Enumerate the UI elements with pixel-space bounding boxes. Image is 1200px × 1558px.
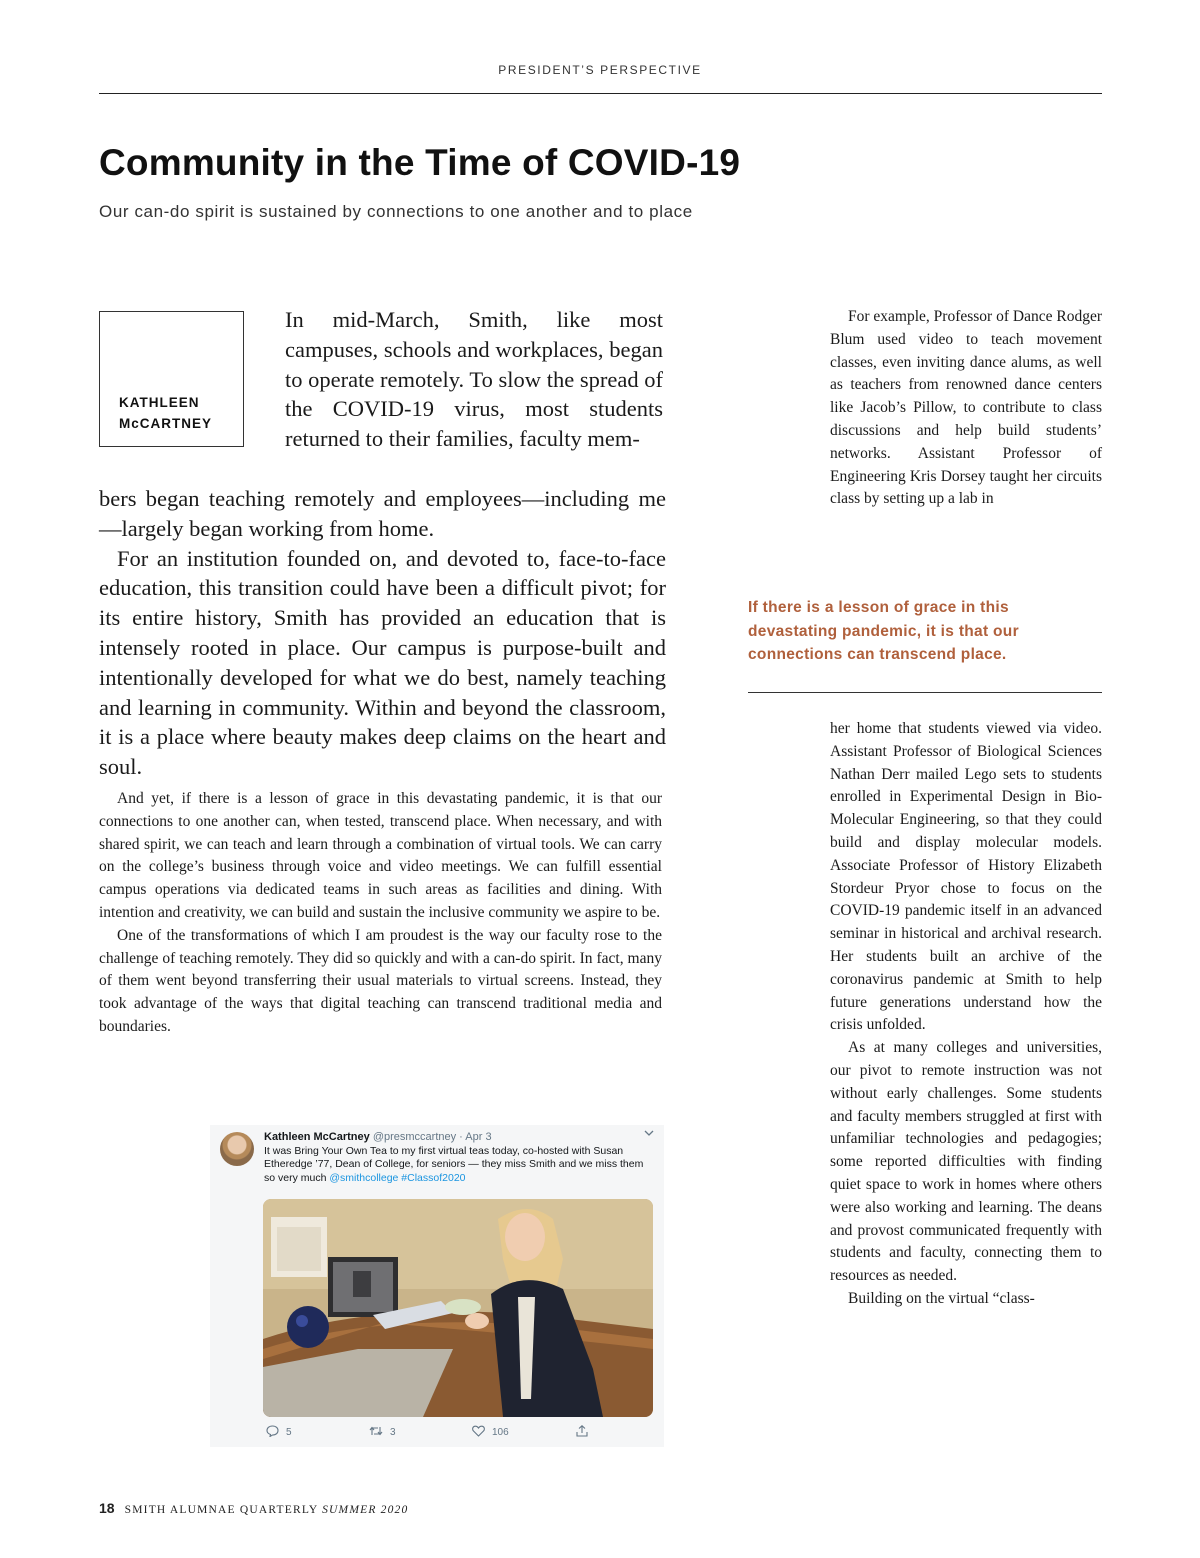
like-count: 106 [492,1427,509,1438]
share-icon [576,1425,588,1440]
retweet-icon [369,1425,383,1440]
tweet-photo[interactable] [263,1199,653,1417]
tweet-handle[interactable]: @presmccartney · Apr 3 [372,1131,492,1143]
body-paragraph-1: And yet, if there is a lesson of grace in this devastating pandemic, it is that our connections to one another can, when tested, transcend place. When necessary, and with shared spirit, we can teach and learn through a combination of virtual tools. We can carry on the college’s business through voice and video meetings. We can fulfill essential campus operations via dedicated teams in such areas as facilities and dining. With intention and creativity, we can build and sustain the inclusive community we aspire to be. [99,790,662,921]
body-column-right-top [830,306,1102,511]
header-rule [99,93,1102,94]
body-column-right-bottom [830,718,1102,1311]
publication-name: SMITH ALUMNAE QUARTERLY [124,1504,319,1516]
tweet-body: It was Bring Your Own Tea to my first virtual teas today, co-hosted with Susan Etheredge ’77, Dean of College, for seniors — they miss Smith and we miss them so very much [264,1145,644,1184]
heart-icon [472,1425,485,1440]
lead-paragraph-continued: bers began teaching remotely and employees—including me—largely began working from home. [99,486,666,541]
reply-count: 5 [286,1427,292,1438]
share-button[interactable] [576,1425,588,1440]
pull-quote-rule [748,692,1102,693]
page-number: 18 [99,1500,115,1516]
chevron-down-icon[interactable] [644,1128,654,1140]
right-paragraph-1: For example, Professor of Dance Rodger Blum used video to teach movement classes, even inviting dance alums, as well as teachers from renowned dance centers like Jacob’s Pillow, to contribute to class discussions and help build students’ networks. Assistant Professor of Engineering Kris Dorsey taught her circuits class by setting up a lab in [830,308,1102,508]
retweet-count: 3 [390,1427,396,1438]
byline-box [99,311,244,447]
right-paragraph-3: As at many colleges and universities, our pivot to remote instruction was not without early challenges. Some students and faculty members struggled at first with unfamiliar technologies and pedagogies; some reported difficulties with finding quiet space to work in homes where others were also working and learning. The deans and provost communicated frequently with students and faculty, connecting them to resources as needed. [830,1039,1102,1285]
right-paragraph-4: Building on the virtual “class- [848,1289,1035,1307]
pull-quote: If there is a lesson of grace in this devastating pandemic, it is that our connections can transcend place. [748,599,1019,663]
tweet-actions [264,1425,604,1441]
tweet-author-name[interactable]: Kathleen McCartney [264,1131,370,1143]
lead-block [99,484,666,782]
reply-button[interactable] [266,1425,292,1440]
byline-first-name: KATHLEEN [119,395,200,410]
photo-illustration [263,1199,653,1417]
lead-paragraph-2: For an institution founded on, and devoted to, face-to-face education, this transition could have been a difficult pivot; for its entire history, Smith has provided an education that is intensely rooted in place. Our campus is purpose-built and intentionally developed for what we do best, namely teaching and learning in community. Within and beyond the classroom, it is a place where beauty makes deep claims on the heart and soul. [99,545,666,780]
tweet-links[interactable]: @smithcollege #Classof2020 [329,1171,466,1184]
body-column-left [99,788,662,1039]
tweet-card[interactable] [210,1125,664,1447]
retweet-button[interactable] [369,1425,396,1440]
issue-date: SUMMER 2020 [322,1504,409,1516]
byline-last-name: McCARTNEY [119,416,213,431]
tweet-header [264,1131,492,1144]
article-dek: Our can-do spirit is sustained by connections to one another and to place [99,202,693,221]
article-title: Community in the Time of COVID-19 [99,142,741,183]
like-button[interactable] [472,1425,509,1440]
lead-paragraph-start: In mid-March, Smith, like most campuses, schools and workplaces, began to operate remotely. To slow the spread of the COVID-19 virus, most students returned to their families, faculty mem- [285,307,663,452]
reply-icon [266,1425,279,1440]
page-footer [99,1500,408,1516]
avatar[interactable] [220,1132,254,1166]
tweet-text [264,1145,649,1185]
byline-name [119,392,212,434]
right-paragraph-2: her home that students viewed via video. Assistant Professor of Biological Sciences Nathan Derr mailed Lego sets to students enrolled in Experimental Design in Bio-Molecular Engineering, so that they could build and display molecular models. Associate Professor of History Elizabeth Stordeur Pryor chose to focus on the COVID-19 pandemic itself in an advanced seminar in historical and archival research. Her students built an archive of the coronavirus pandemic at Smith to help future generations understand how the crisis unfolded. [830,720,1102,1034]
body-paragraph-2: One of the transformations of which I am proudest is the way our faculty rose to the challenge of teaching remotely. They did so quickly and with a can-do spirit. In fact, many of them went beyond transferring their usual materials to virtual screens. Instead, they took advantage of the ways that digital teaching can transcend traditional media and boundaries. [99,926,662,1035]
section-label: PRESIDENT’S PERSPECTIVE [498,63,702,77]
